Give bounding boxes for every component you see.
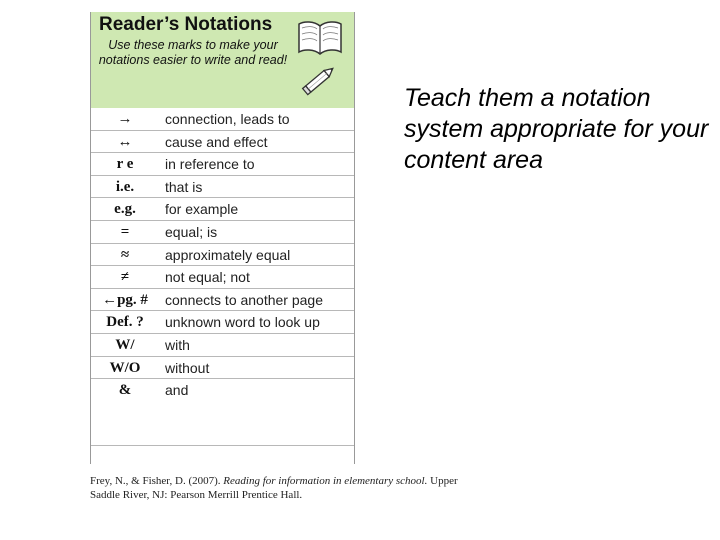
notation-row	[91, 379, 354, 402]
pencil-icon	[299, 60, 339, 100]
notation-meaning: with	[165, 336, 190, 353]
notation-meaning: not equal; not	[165, 269, 250, 286]
notation-meaning: and	[165, 382, 189, 399]
notation-row	[91, 221, 354, 244]
card-subtitle: Use these marks to make your notations easier to write and read!	[98, 38, 288, 67]
notation-row	[91, 289, 354, 312]
notation-row	[91, 198, 354, 221]
notation-mark: ←pg. #	[102, 291, 148, 308]
notation-meaning: without	[165, 359, 210, 376]
notation-mark: W/	[115, 336, 135, 353]
notation-mark: ↔	[117, 133, 133, 150]
notation-meaning: that is	[165, 178, 203, 195]
notation-mark: e.g.	[114, 201, 136, 218]
citation-book-title: Reading for information in elementary school.	[223, 475, 428, 487]
notation-mark: r e	[116, 156, 134, 173]
notation-mark: ≠	[120, 269, 130, 286]
notation-meaning: for example	[165, 201, 239, 218]
notation-meaning: connects to another page	[165, 291, 324, 308]
notation-mark: W/O	[109, 359, 141, 376]
notation-row	[91, 311, 354, 334]
notation-meaning: connection, leads to	[165, 111, 290, 127]
notation-mark: Def. ?	[106, 314, 144, 331]
notation-list	[91, 108, 354, 402]
notation-row	[91, 357, 354, 380]
notation-row	[91, 266, 354, 289]
notation-meaning: in reference to	[165, 156, 255, 173]
notation-mark: i.e.	[115, 178, 135, 195]
notation-mark: =	[120, 223, 130, 240]
notation-row	[91, 334, 354, 357]
notation-meaning: cause and effect	[165, 133, 268, 150]
notation-row	[91, 131, 354, 154]
notation-mark: ≈	[120, 246, 130, 263]
slide-caption: Teach them a notation system appropriate for your content area	[404, 84, 709, 174]
citation	[90, 474, 470, 502]
citation-authors: Frey, N., & Fisher, D. (2007).	[90, 475, 224, 487]
notations-card	[90, 12, 355, 464]
notation-mark: &	[118, 382, 132, 399]
notation-meaning: equal; is	[165, 223, 218, 240]
notation-row	[91, 176, 354, 199]
notation-meaning: approximately equal	[165, 246, 291, 263]
card-header	[91, 12, 354, 108]
notation-row	[91, 108, 354, 131]
citation-publisher: Upper Saddle River, NJ: Pearson Merrill Prentice Hall.	[90, 475, 458, 501]
open-book-icon	[296, 18, 344, 58]
notation-meaning: unknown word to look up	[165, 314, 320, 331]
notation-row	[91, 244, 354, 267]
notation-mark: →	[117, 111, 133, 127]
card-bottom-rule	[91, 445, 354, 446]
notation-row	[91, 153, 354, 176]
card-title: Reader’s Notations	[99, 14, 273, 35]
